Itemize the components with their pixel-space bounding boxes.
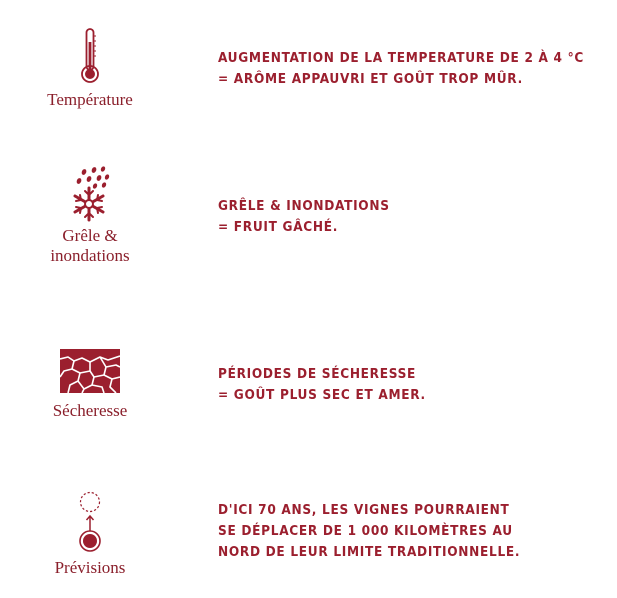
forecast-line-2: SE DÉPLACER DE 1 000 KILOMÈTRES AU	[218, 523, 513, 539]
relocation-arrow-icon	[76, 490, 104, 552]
forecast-label: Prévisions	[54, 558, 126, 577]
drought-description	[218, 364, 608, 406]
temperature-description	[218, 48, 608, 90]
temperature-line-1: AUGMENTATION DE LA TEMPERATURE DE 2 À 4 °C	[218, 50, 585, 66]
hail-line-2: = FRUIT GÂCHÉ.	[218, 219, 339, 235]
hail-block	[30, 166, 150, 266]
cracked-earth-icon	[60, 349, 120, 393]
temperature-line-2: = ARÔME APPAUVRI ET GOÛT TROP MÛR.	[218, 71, 523, 87]
hail-line-1: GRÊLE & INONDATIONS	[218, 198, 390, 214]
drought-line-1: PÉRIODES DE SÉCHERESSE	[218, 366, 417, 382]
hail-description	[218, 196, 608, 238]
hail-label-line-1: Grêle &	[62, 226, 118, 245]
temperature-block	[30, 28, 150, 110]
drought-label: Sécheresse	[52, 401, 128, 420]
hail-label-line-2: inondations	[50, 246, 130, 265]
thermometer-icon	[80, 28, 100, 84]
forecast-block	[30, 490, 150, 578]
drought-block	[30, 349, 150, 421]
forecast-line-1: D'ICI 70 ANS, LES VIGNES POURRAIENT	[218, 502, 510, 518]
temperature-label: Température	[47, 90, 133, 109]
forecast-line-3: NORD DE LEUR LIMITE TRADITIONNELLE.	[218, 544, 521, 560]
hail-snowflake-icon	[65, 166, 115, 224]
drought-line-2: = GOÛT PLUS SEC ET AMER.	[218, 387, 426, 403]
forecast-description	[218, 500, 608, 563]
